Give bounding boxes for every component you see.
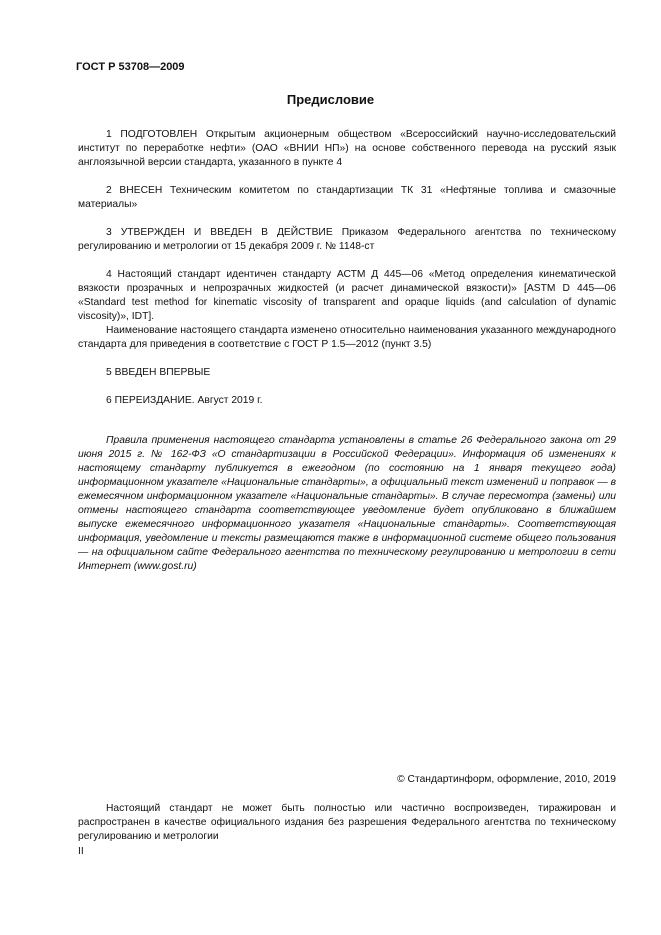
preface-item-6: 6 ПЕРЕИЗДАНИЕ. Август 2019 г. bbox=[106, 395, 263, 406]
page-title: Предисловие bbox=[286, 92, 375, 107]
preface-item-4-note: Наименование настоящего стандарта изменено относительно наименования указанного международного стандарта для приведения в соответствие с ГОСТ Р 1.5—2012 (пункт 3.5) bbox=[78, 325, 616, 350]
preface-items bbox=[78, 128, 616, 422]
reproduction-notice: Настоящий стандарт не может быть полностью или частично воспроизведен, тиражирован и распространен в качестве официального издания без разрешения Федерального агентства по техническому регулированию и метрологии bbox=[78, 803, 616, 842]
application-rules-notice: Правила применения настоящего стандарта установлены в статье 26 Федерального закона от 29 июня 2015 г. № 162-ФЗ «О стандартизации в Российской Федерации». Информация об изменениях к настоящему стандарту публикуется в ежегодном (по состоянию на 1 января текущего года) информационном указателе «Национальные стандарты», а официальный текст изменений и поправок — в ежемесячном информационном указателе «Национальные стандарты». В случае пересмотра (замены) или отмены настоящего стандарта соответствующее уведомление будет опубликовано в ближайшем выпуске ежемесячного информационного указателя «Национальные стандарты». Соответствующая информация, уведомление и тексты размещаются также в информационной системе общего пользования — на официальном сайте Федерального агентства по техническому регулированию и метрологии в сети Интернет (www.gost.ru) bbox=[78, 435, 616, 572]
standard-code: ГОСТ Р 53708—2009 bbox=[76, 61, 185, 73]
preface-item-4: 4 Настоящий стандарт идентичен стандарту АСТМ Д 445—06 «Метод определения кинематической вязкости прозрачных и непрозрачных жидкостей (и расчет динамической вязкости)» [ASTM D 445—06 «Standard test method for kinematic viscosity of transparent and opaque liquids (and calculation of dynamic viscosity)», IDT]. bbox=[78, 269, 616, 322]
copyright-line: © Стандартинформ, оформление, 2010, 2019 bbox=[397, 774, 616, 785]
preface-item-3: 3 УТВЕРЖДЕН И ВВЕДЕН В ДЕЙСТВИЕ Приказом Федерального агентства по техническому регулированию и метрологии от 15 декабря 2009 г. № 1148-ст bbox=[78, 227, 616, 252]
preface-item-5: 5 ВВЕДЕН ВПЕРВЫЕ bbox=[106, 367, 211, 378]
page-number: II bbox=[78, 846, 84, 857]
preface-item-2: 2 ВНЕСЕН Техническим комитетом по стандартизации ТК 31 «Нефтяные топлива и смазочные материалы» bbox=[78, 185, 616, 210]
preface-item-1: 1 ПОДГОТОВЛЕН Открытым акционерным обществом «Всероссийский научно-исследовательский институт по переработке нефти» (ОАО «ВНИИ НП») на основе собственного перевода на русский язык англоязычной версии стандарта, указанного в пункте 4 bbox=[78, 129, 616, 168]
